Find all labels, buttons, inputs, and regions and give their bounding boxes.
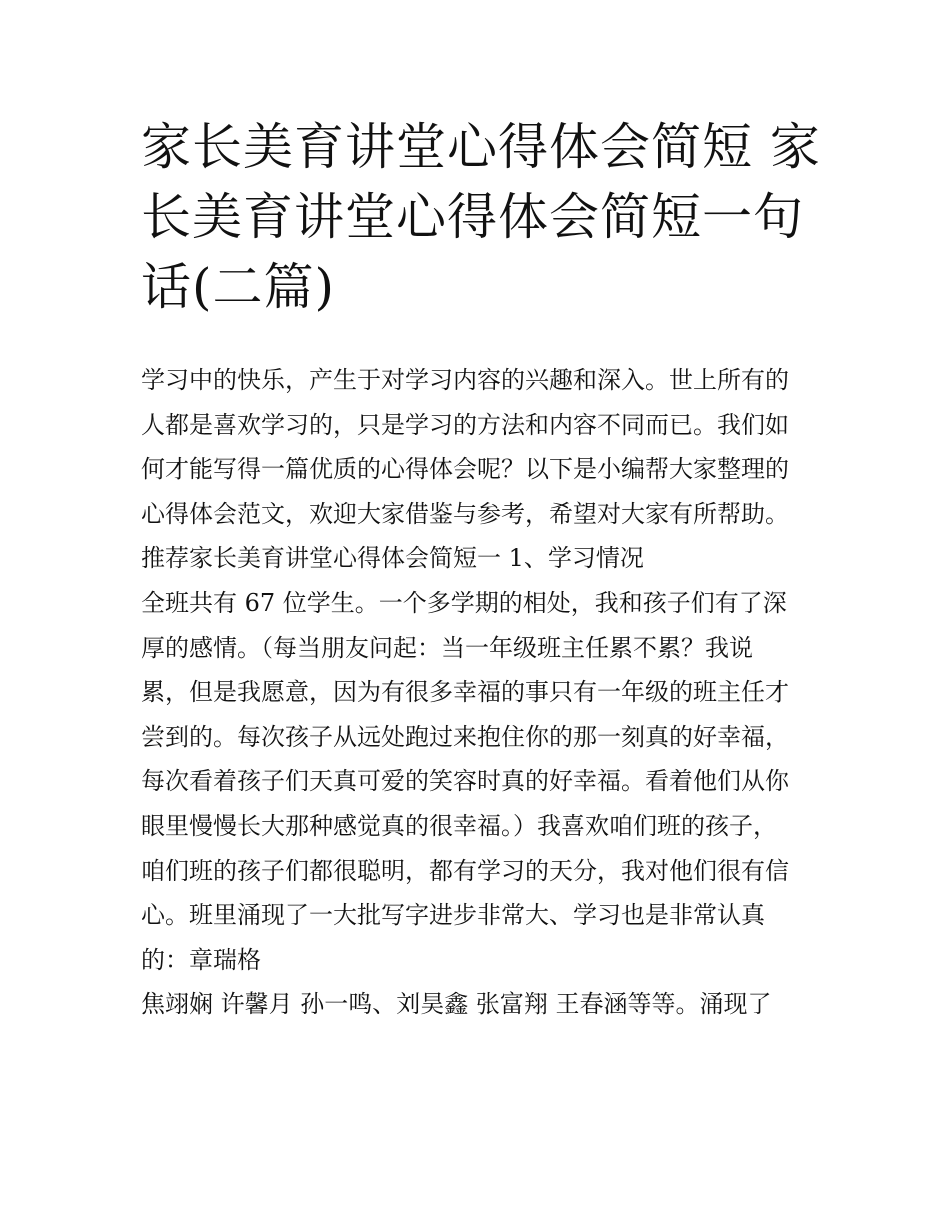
- body-line: 的：章瑞格: [141, 945, 261, 974]
- body-line: 心。班里涌现了一大批写字进步非常大、学习也是非常认真: [141, 901, 765, 930]
- document-title: [141, 112, 821, 322]
- body-line: 焦翊娴 许馨月 孙一鸣、刘昊鑫 张富翔 王春涵等等。涌现了: [141, 990, 772, 1019]
- body-line: 尝到的。每次孩子从远处跑过来抱住你的那一刻真的好幸福，: [141, 722, 789, 751]
- body-line: 学习中的快乐，产生于对学习内容的兴趣和深入。世上所有的: [141, 366, 789, 394]
- document-body: [141, 358, 831, 1027]
- body-line: 心得体会范文，欢迎大家借鉴与参考，希望对大家有所帮助。: [141, 499, 789, 528]
- body-line: 厚的感情。（每当朋友问起：当一年级班主任累不累？我说: [141, 633, 753, 662]
- title-line: 话(二篇): [141, 258, 336, 316]
- body-line: 累，但是我愿意，因为有很多幸福的事只有一年级的班主任才: [141, 678, 789, 707]
- title-line: 家长美育讲堂心得体会简短 家: [141, 118, 821, 176]
- body-line: 咱们班的孩子们都很聪明，都有学习的天分，我对他们很有信: [141, 856, 789, 885]
- section-heading-line: 推荐家长美育讲堂心得体会简短一 1、学习情况: [141, 544, 644, 573]
- body-line: 眼里慢慢长大那种感觉真的很幸福。）我喜欢咱们班的孩子，: [141, 811, 777, 840]
- body-line: 每次看着孩子们天真可爱的笑容时真的好幸福。看着他们从你: [141, 767, 789, 796]
- body-line: 何才能写得一篇优质的心得体会呢？以下是小编帮大家整理的: [141, 455, 789, 484]
- body-line: 人都是喜欢学习的，只是学习的方法和内容不同而已。我们如: [141, 410, 789, 439]
- title-line: 长美育讲堂心得体会简短一句: [141, 188, 804, 246]
- body-line: 全班共有 67 位学生。一个多学期的相处，我和孩子们有了深: [141, 588, 787, 617]
